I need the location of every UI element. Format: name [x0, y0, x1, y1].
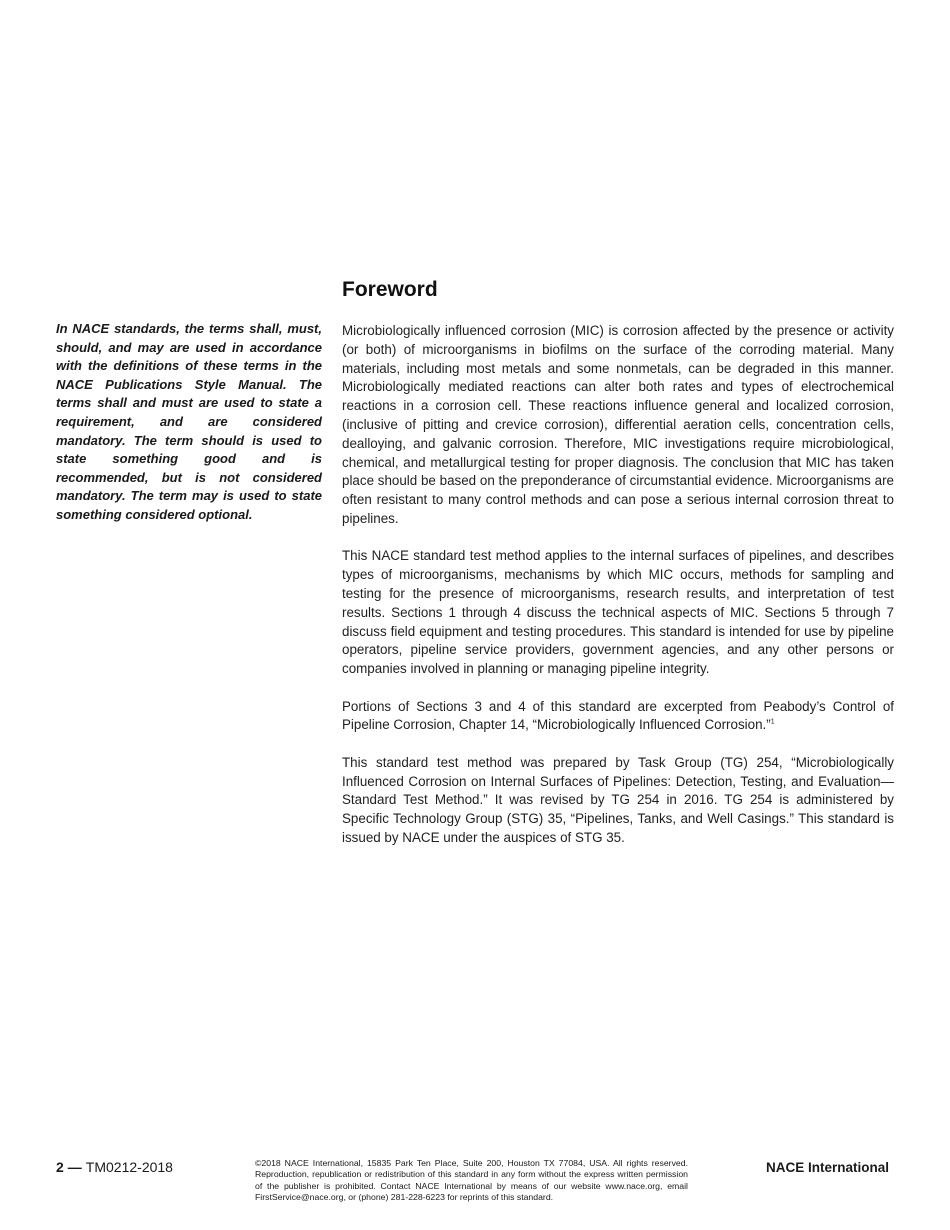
page-number: 2: [56, 1159, 64, 1175]
foreword-paragraph-4: This standard test method was prepared by Task Group (TG) 254, “Microbiologically Influenced Corrosion on Internal Surfaces of Pipelines: Detection, Testing, and Evaluation—Standard Test Method.” It was revised by TG 254 in 2016. TG 254 is administered by Specific Technology Group (STG) 35, “Pipelines, Tanks, and Well Casings.” This standard is issued by NACE under the auspices of STG 35.: [342, 754, 894, 845]
document-id: TM0212-2018: [85, 1159, 173, 1175]
terminology-note: In NACE standards, the terms shall, must, should, and may are used in accordance with the definitions of these terms in the NACE Publications Style Manual. The terms shall and must are used to state a requirement, and are considered mandatory. The term should is used to state something good and is recommended, but is not considered mandatory. The term may is used to state something considered optional.: [56, 321, 322, 522]
foreword-section: [342, 276, 894, 866]
publisher-name: NACE International: [765, 1160, 889, 1175]
page-title: Foreword: [342, 278, 438, 301]
page-footer-id: [56, 1159, 173, 1175]
foreword-paragraph-3-text: Portions of Sections 3 and 4 of this standard are excerpted from Peabody’s Control of Pipeline Corrosion, Chapter 14, “Microbiologically Influenced Corrosion.”: [342, 698, 894, 733]
foreword-paragraph-2: This NACE standard test method applies to the internal surfaces of pipelines, and describes types of microorganisms, mechanisms by which MIC occurs, methods for sampling and testing for the presence of microorganisms, research results, and interpretation of test results. Sections 1 through 4 discuss the technical aspects of MIC. Sections 5 through 7 discuss field equipment and testing procedures. This standard is intended for use by pipeline operators, pipeline service providers, government agencies, and any other persons or companies involved in planning or managing pipeline integrity.: [342, 548, 894, 677]
foreword-paragraph-3: [342, 698, 894, 736]
copyright-notice: ©2018 NACE International, 15835 Park Ten Place, Suite 200, Houston TX 77084, USA. All rights reserved. Reproduction, republication or redistribution of this standard in any form without the express written permission of the publisher is prohibited. Contact NACE International by means of our website www.nace.org, email FirstService@nace.org, or (phone) 281-228-6223 for reprints of this standard.: [255, 1158, 688, 1202]
footer-dash: —: [67, 1159, 82, 1175]
footnote-reference[interactable]: 1: [770, 718, 775, 726]
foreword-paragraph-1: Microbiologically influenced corrosion (MIC) is corrosion affected by the presence or activity (or both) of microorganisms in biofilms on the surface of the corroding material. Many materials, including most metals and some nonmetals, can be degraded in this manner. Microbiologically mediated reactions can alter both rates and types of electrochemical reactions in a corrosion cell. These reactions influence general and localized corrosion, (inclusive of pitting and crevice corrosion), differential aeration cells, concentration cells, dealloying, and galvanic corrosion. Therefore, MIC investigations require microbiological, chemical, and metallurgical testing for proper diagnosis. The conclusion that MIC has taken place should be based on the preponderance of circumstantial evidence. Microorganisms are often resistant to many control methods and can pose a serious internal corrosion threat to pipelines.: [342, 323, 894, 526]
